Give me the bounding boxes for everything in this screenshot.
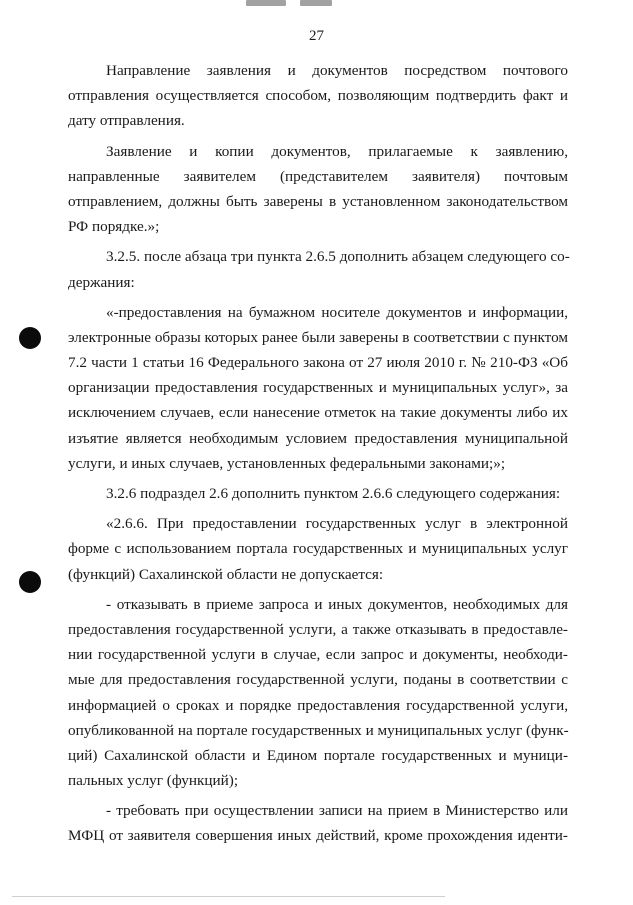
paragraph (68, 798, 568, 848)
text-line: МФЦ от заявителя совершения иных действий, кроме прохождения иденти- (68, 827, 568, 845)
text-line: мые для предоставления государственной услуги, поданы в соответствии с (68, 671, 568, 689)
punch-hole (19, 571, 41, 593)
text-line: направленные заявителем (представителем заявителя) почтовым (68, 167, 568, 185)
paragraph (68, 481, 568, 506)
text-line: «2.6.6. При предоставлении государственных услуг в электронной (106, 515, 568, 533)
text-line: нии государственной услуги в случае, если запрос и документы, необходи- (68, 646, 568, 664)
text-line: 7.2 части 1 статьи 16 Федерального закона от 27 июля 2010 г. № 210-ФЗ «Об (68, 354, 568, 372)
text-line: дату отправления. (68, 112, 185, 130)
paragraph (68, 511, 568, 587)
text-line: изъятие является необходимым условием предоставления муниципальной (68, 429, 568, 447)
text-line: РФ порядке.»; (68, 218, 160, 236)
text-line: опубликованной на портале государственных и муниципальных услуг (функ- (68, 721, 569, 739)
text-line: Заявление и копии документов, прилагаемые к заявлению, (106, 142, 568, 160)
text-line: 3.2.5. после абзаца три пункта 2.6.5 дополнить абзацем следующего со- (106, 248, 570, 266)
paragraph (68, 139, 568, 240)
text-line: услуги, и иных случаев, установленных федеральными законами;»; (68, 454, 506, 472)
text-line: отправлением, должны быть заверены в установленном законодательством (68, 192, 568, 210)
text-line: - требовать при осуществлении записи на прием в Министерство или (106, 802, 568, 820)
paragraph (68, 300, 568, 476)
text-line: информацией о сроках и порядке предоставления государственной услуги, (68, 696, 568, 714)
text-line: организации предоставления государственных и муниципальных услуг», за (68, 379, 568, 397)
scan-artifact (300, 0, 332, 6)
page-number: 27 (309, 28, 324, 44)
scan-artifact (246, 0, 286, 6)
text-line: пальных услуг (функций); (68, 772, 239, 790)
text-line: исключением случаев, если нанесение отметок на такие документы либо их (68, 404, 568, 422)
paragraph (68, 244, 568, 294)
text-line: электронные образы которых ранее были заверены в соответствии с пунктом (68, 328, 568, 346)
text-line: (функций) Сахалинской области не допускается: (68, 565, 384, 583)
text-line: ций) Сахалинской области и Едином портале государственных и муници- (68, 746, 568, 764)
text-line: «-предоставления на бумажном носителе документов и информации, (106, 303, 568, 321)
text-line: держания: (68, 273, 135, 291)
document-body (68, 58, 568, 849)
text-line: предоставления государственной услуги, а также отказывать в предоставле- (68, 620, 568, 638)
text-line: - отказывать в приеме запроса и иных документов, необходимых для (106, 595, 568, 613)
text-line: отправления осуществляется способом, позволяющим подтвердить факт и (68, 87, 568, 105)
paragraph (68, 592, 568, 794)
punch-hole (19, 327, 41, 349)
text-line: 3.2.6 подраздел 2.6 дополнить пунктом 2.6.6 следующего содержания: (106, 485, 561, 502)
text-line: форме с использованием портала государственных и муниципальных услуг (68, 540, 568, 558)
paragraph (68, 58, 568, 134)
scan-edge-line (12, 896, 445, 897)
text-line: Направление заявления и документов посредством почтового (106, 62, 568, 79)
